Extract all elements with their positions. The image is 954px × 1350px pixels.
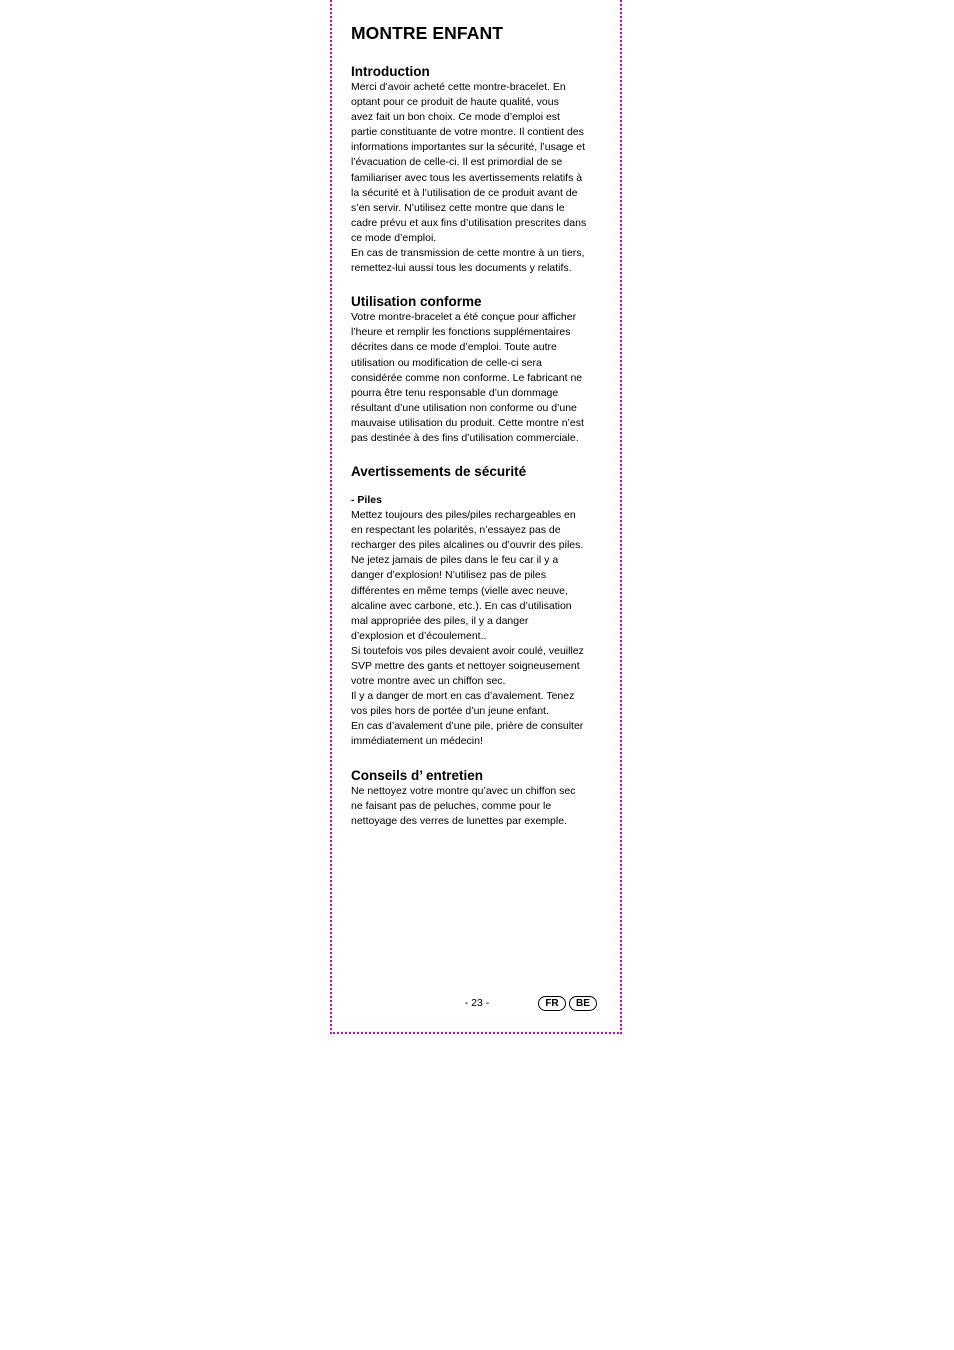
section-introduction (351, 63, 606, 276)
section-paragraph: Ne nettoyez votre montre qu’avec un chiffon sec ne faisant pas de peluches, comme pour le nettoyage des verres de lunettes par exemple. (351, 784, 576, 827)
language-badges (538, 996, 597, 1011)
section-heading: Introduction (351, 64, 430, 79)
subheading-piles: - Piles (351, 494, 382, 507)
page-number: - 23 - (464, 997, 490, 1009)
document-content (351, 22, 606, 846)
section-heading: Conseils d’ entretien (351, 767, 484, 783)
section-heading: Utilisation conforme (351, 294, 482, 310)
section-paragraph: Merci d’avoir acheté cette montre-bracelet. En optant pour ce produit de haute qualité, vous avez fait un bon choix. Ce mode d’emploi est partie constituante de votre montre. Il contient des informations importantes sur la sécurité, l’usage et l’évacuation de celle-ci. Il est primordial de se familiariser avec tous les avertissements relatifs à la sécurité et à l’utilisation de ce produit avant de s’en servir. N’utilisez cette montre que dans le cadre prévu et aux fins d’utilisation prescrites dans ce mode d’emploi. En cas de transmission de cette montre à un tiers, remettez-lui aussi tous les documents y relatifs. (351, 81, 587, 275)
language-badge-be: BE (569, 996, 597, 1011)
section-heading: Avertissements de sécurité (351, 464, 527, 480)
section-paragraph: Mettez toujours des piles/piles rechargeables en en respectant les polarités, n’essayez pas de recharger des piles alcalines ou d’ouvrir des piles. Ne jetez jamais de piles dans le feu car il y a danger d’explosion! N’utilisez pas de piles différentes en même temps (vielle avec neuve, alcaline avec carbone, etc.). En cas d’utilisation mal appropriée des piles, il y a danger d’explosion et d’écoulement.. Si toutefois vos piles devaient avoir coulé, veuillez SVP mettre des gants et nettoyer soigneusement votre montre avec un chiffon sec. Il y a danger de mort en cas d’avalement. Tenez vos piles hors de portée d’un jeune enfant. En cas d’avalement d’une pile, prière de consulter immédiatement un médecin! (351, 509, 584, 748)
language-badge-fr: FR (538, 996, 566, 1011)
section-paragraph: Votre montre-bracelet a été conçue pour afficher l’heure et remplir les fonctions supplémentaires décrites dans ce mode d’emploi. Toute autre utilisation ou modification de celle-ci sera considérée comme non conforme. Le fabricant ne pourra être tenu responsable d’un dommage résultant d’une utilisation non conforme ou d’une mauvaise utilisation du produit. Cette montre n’est pas destinée à des fins d’utilisation commerciale. (351, 311, 584, 444)
section-conseils-entretien (351, 767, 606, 829)
section-utilisation-conforme (351, 293, 606, 446)
section-avertissements (351, 463, 606, 750)
page-title: MONTRE ENFANT (351, 23, 503, 43)
